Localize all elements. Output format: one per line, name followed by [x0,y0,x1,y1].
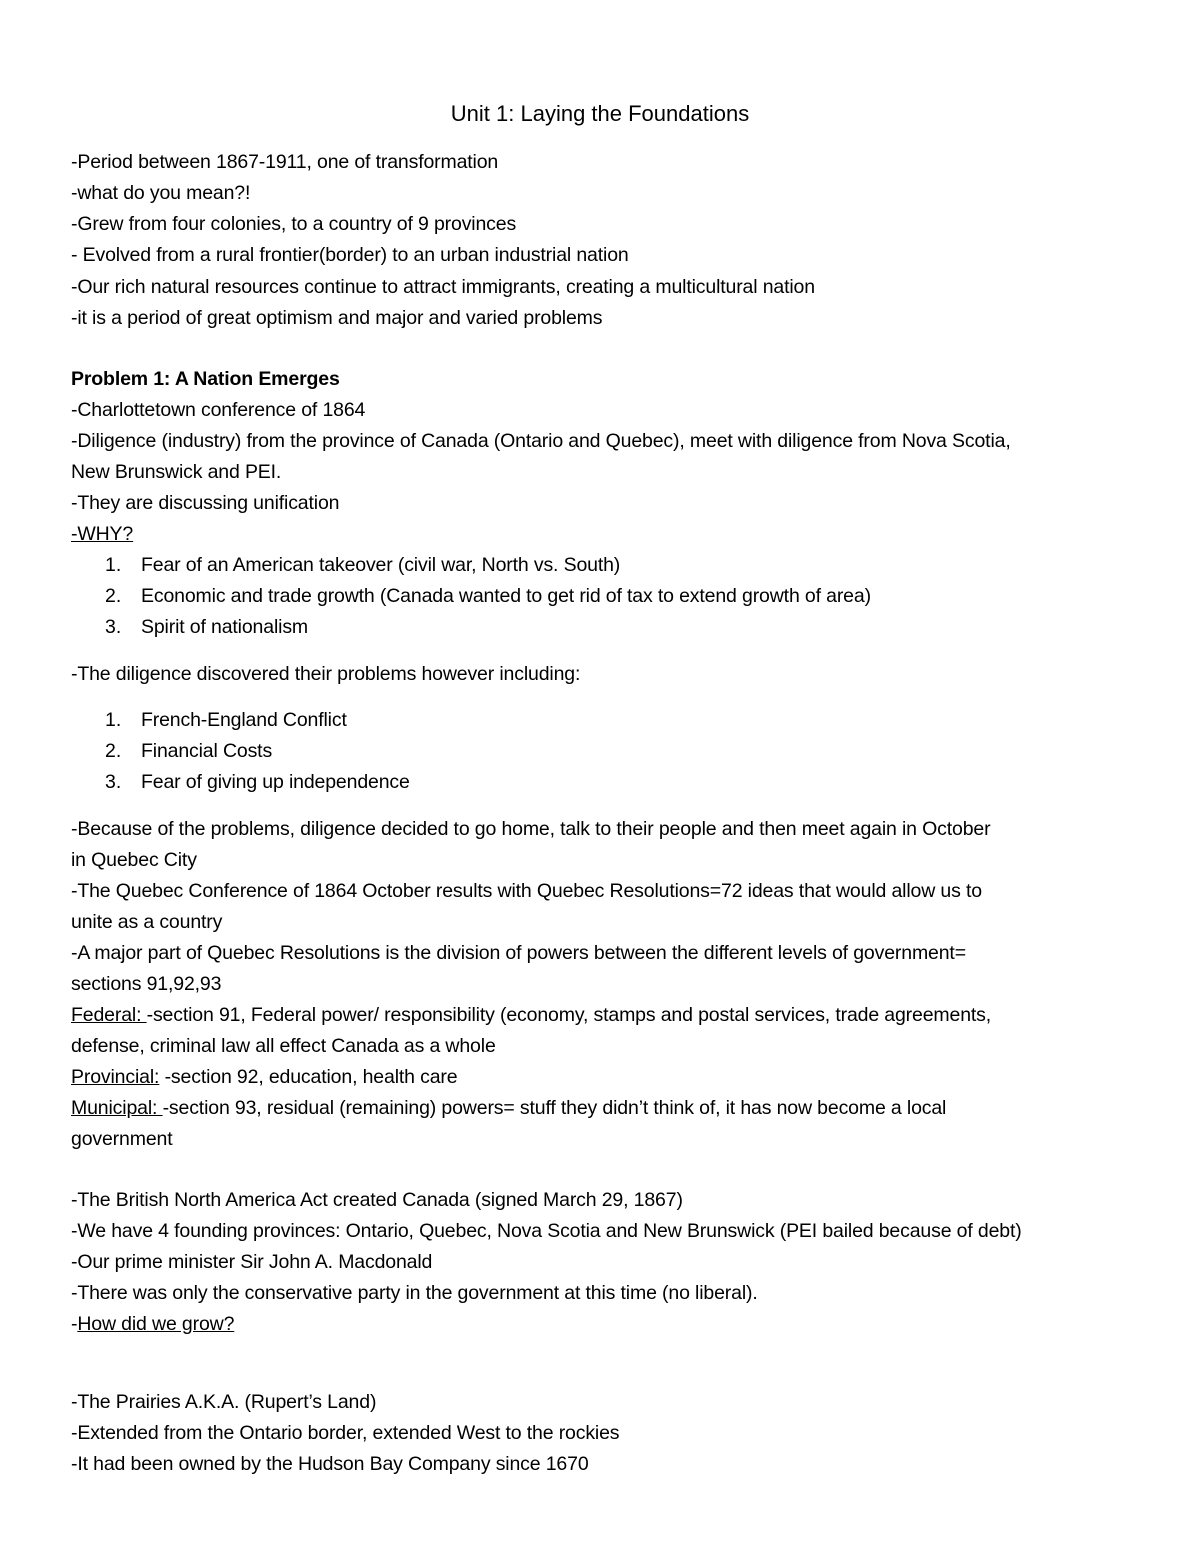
body-line: -The British North America Act created Canada (signed March 29, 1867) [71,1189,683,1211]
body-line: -The Quebec Conference of 1864 October results with Quebec Resolutions=72 ideas that would allow us to [71,880,982,902]
intro-line: -Period between 1867-1911, one of transformation [71,151,499,173]
list-item: Financial Costs [141,740,273,762]
body-line: -Extended from the Ontario border, extended West to the rockies [71,1422,620,1444]
why-heading: -WHY? [71,523,134,545]
body-line: -Charlottetown conference of 1864 [71,399,366,421]
grow-dash: - [71,1313,78,1335]
body-line: -It had been owned by the Hudson Bay Company since 1670 [71,1453,589,1475]
list-item: Fear of an American takeover (civil war, North vs. South) [141,554,621,576]
provincial-text: -section 92, education, health care [159,1066,458,1088]
intro-line: -Our rich natural resources continue to attract immigrants, creating a multicultural nation [71,276,815,298]
body-line: -Because of the problems, diligence decided to go home, talk to their people and then meet again in October [71,818,991,840]
body-line: -There was only the conservative party in the government at this time (no liberal). [71,1282,758,1304]
municipal-line [71,1093,946,1124]
body-line: -The Prairies A.K.A. (Rupert’s Land) [71,1391,377,1413]
body-line: -We have 4 founding provinces: Ontario, Quebec, Nova Scotia and New Brunswick (PEI bailed because of debt) [71,1220,1022,1242]
body-line: -They are discussing unification [71,492,340,514]
list-number: 2. [105,585,122,607]
federal-text: -section 91, Federal power/ responsibility (economy, stamps and postal services, trade agreements, [146,1004,992,1026]
grow-line [71,1309,234,1340]
body-line: sections 91,92,93 [71,973,222,995]
list-number: 3. [105,771,122,793]
list-item: Spirit of nationalism [141,616,309,638]
page-title: Unit 1: Laying the Foundations [450,101,750,126]
list-item: French-England Conflict [141,709,347,731]
federal-label: Federal: [71,1004,147,1026]
body-line: -Our prime minister Sir John A. Macdonald [71,1251,433,1273]
list-number: 1. [105,554,122,576]
grow-heading: How did we grow? [77,1313,235,1335]
provincial-label: Provincial: [71,1066,160,1088]
body-line: defense, criminal law all effect Canada as a whole [71,1035,496,1057]
body-line: government [71,1128,173,1150]
body-line: -Diligence (industry) from the province of Canada (Ontario and Quebec), meet with diligence from Nova Scotia, [71,430,1011,452]
body-line: -The diligence discovered their problems however including: [71,663,581,685]
body-line: unite as a country [71,911,223,933]
body-line: -A major part of Quebec Resolutions is the division of powers between the different levels of government= [71,942,966,964]
list-number: 2. [105,740,122,762]
municipal-text: -section 93, residual (remaining) powers= stuff they didn’t think of, it has now become a local [162,1097,947,1119]
list-number: 3. [105,616,122,638]
section-heading: Problem 1: A Nation Emerges [71,368,340,390]
intro-line: -Grew from four colonies, to a country of 9 provinces [71,213,517,235]
intro-line: -it is a period of great optimism and major and varied problems [71,307,603,329]
body-line: New Brunswick and PEI. [71,461,282,483]
list-item: Economic and trade growth (Canada wanted to get rid of tax to extend growth of area) [141,585,871,607]
federal-line [71,1000,991,1031]
list-item: Fear of giving up independence [141,771,410,793]
municipal-label: Municipal: [71,1097,163,1119]
body-line: in Quebec City [71,849,197,871]
intro-line: -what do you mean?! [71,182,251,204]
intro-line: - Evolved from a rural frontier(border) to an urban industrial nation [71,244,629,266]
list-number: 1. [105,709,122,731]
provincial-line [71,1062,457,1093]
